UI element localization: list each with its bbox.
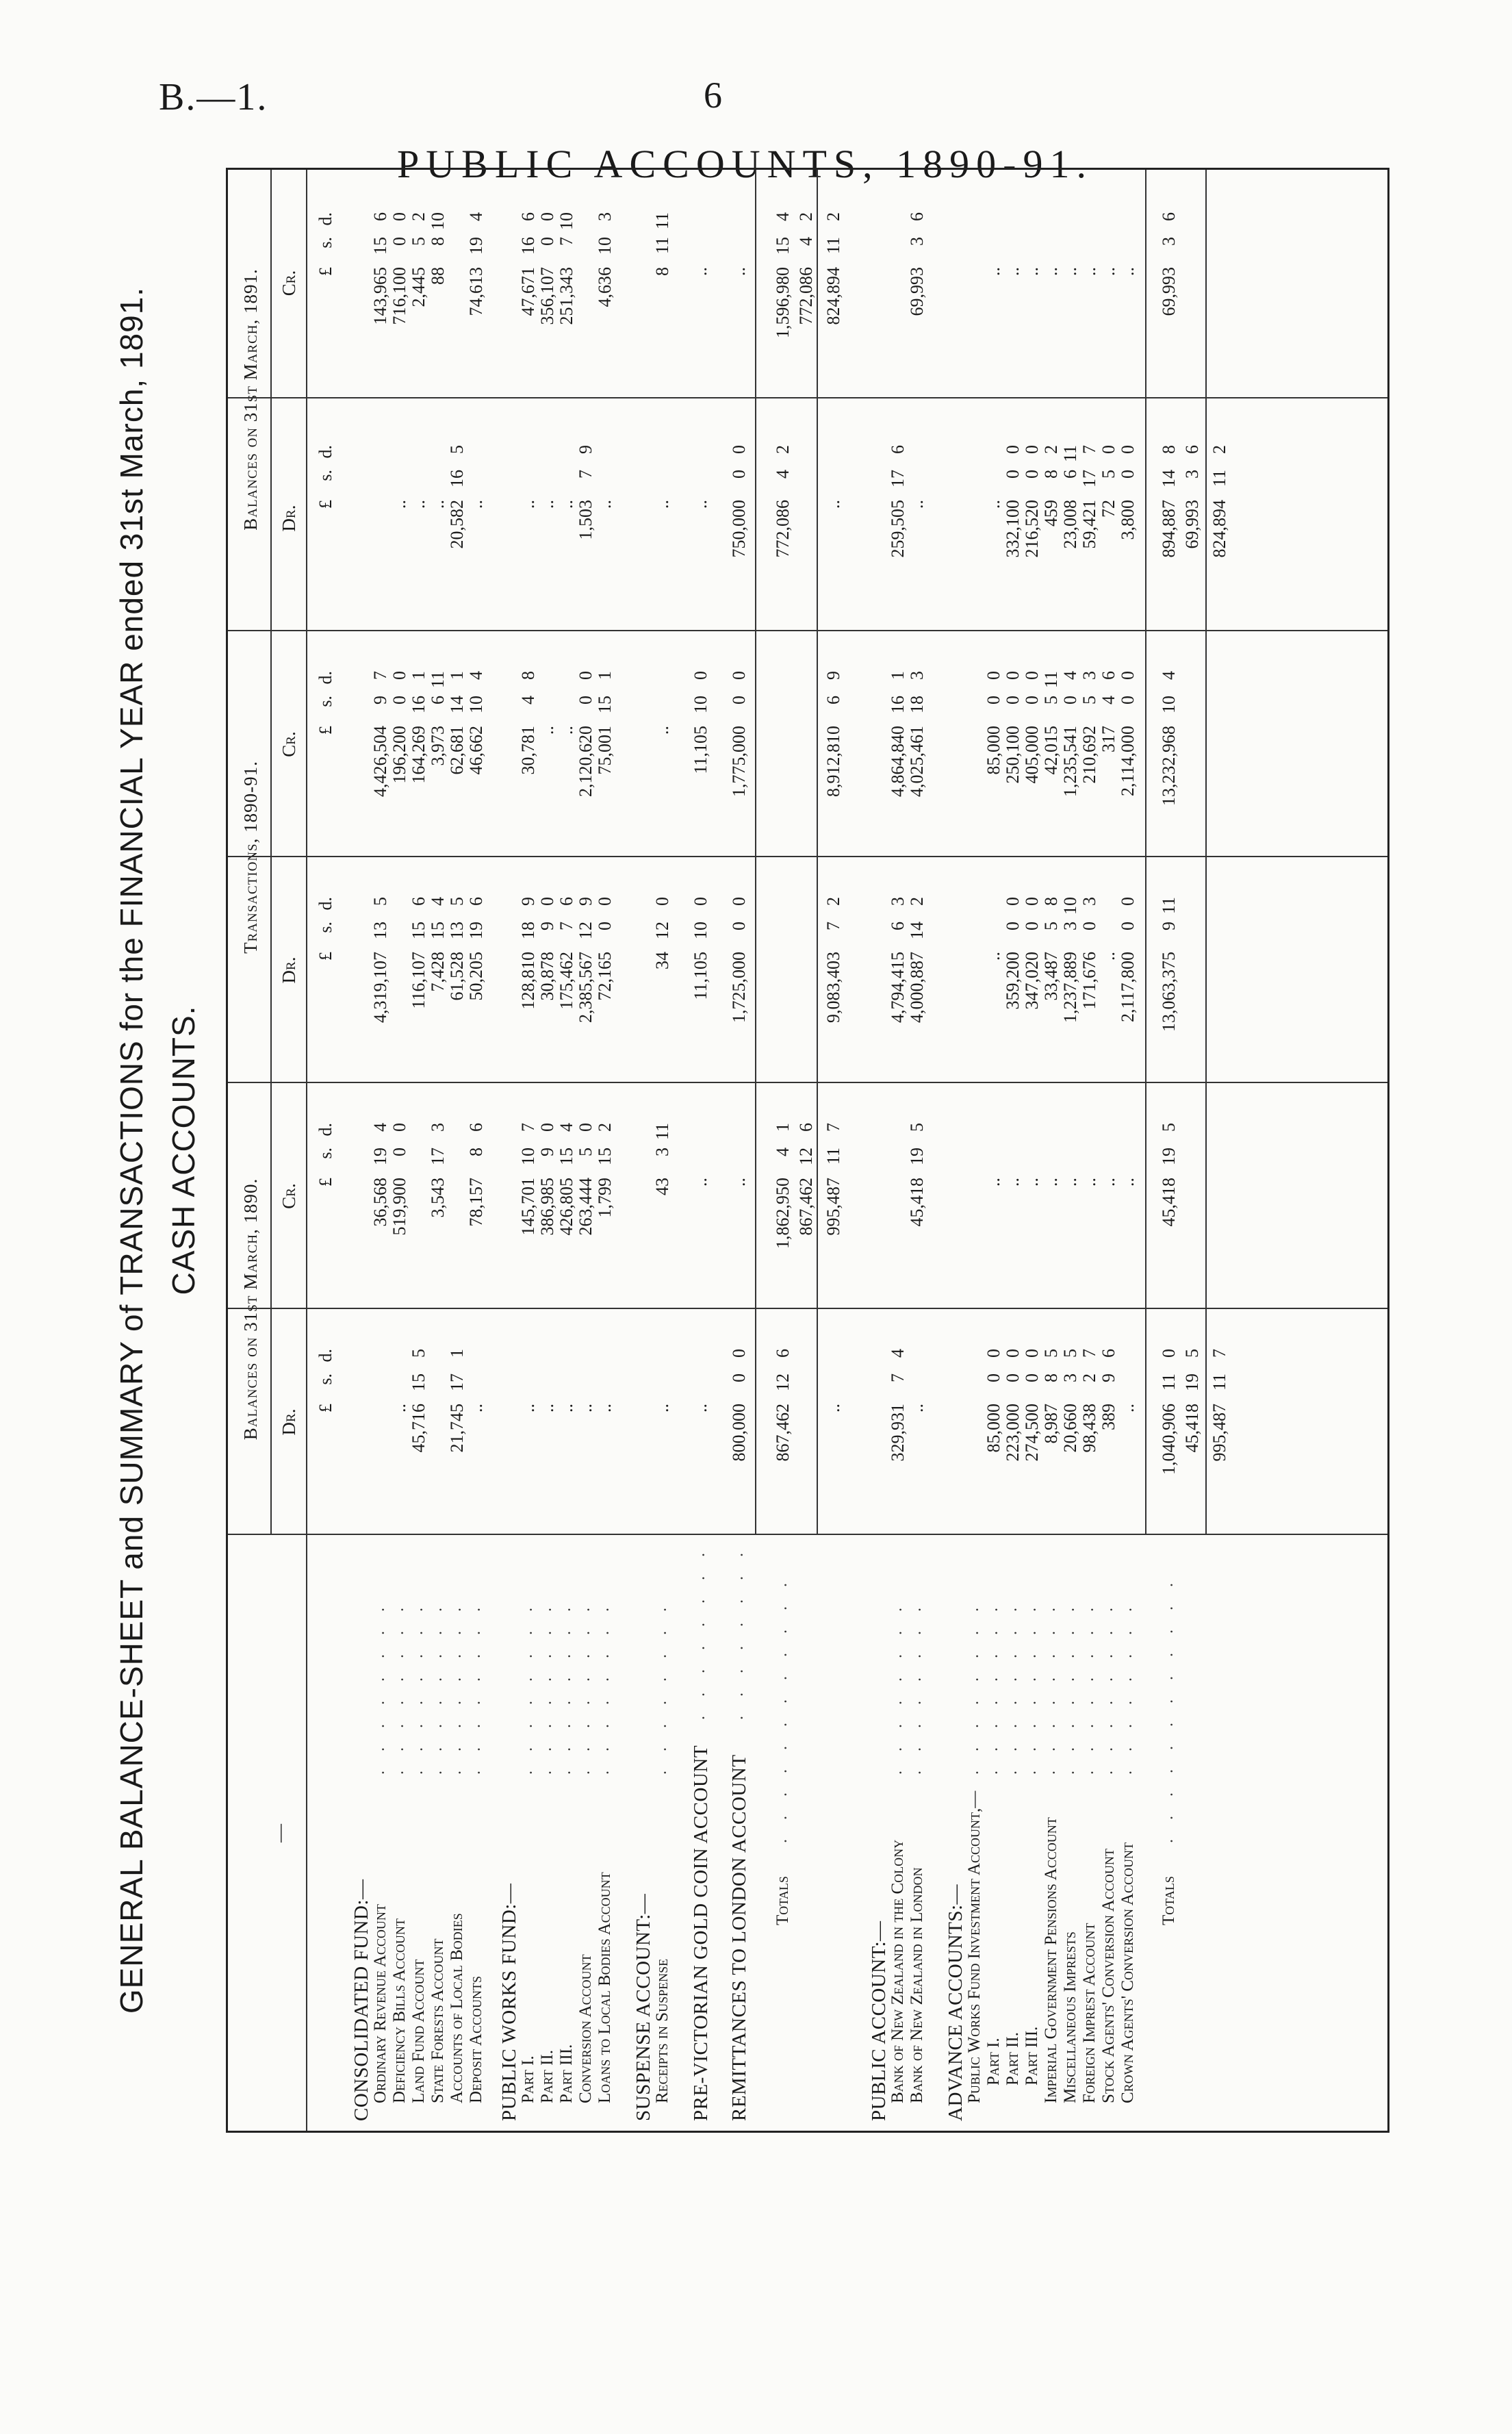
page-number: 6 [704,75,722,116]
amount-cell: 750,00000 [729,445,749,558]
amount-cell: 347,02000 [1022,897,1042,1010]
amount-cell: 9,083,40372 [823,897,843,1023]
currency-units: £s.d. [316,212,335,276]
leader-dots: ........ [576,1588,593,1775]
document-code: B.—1. [159,76,268,118]
account-label: Part I. [519,2055,537,2103]
leader-dots: ........ [907,1588,925,1775]
amount-cell: 45982 [1041,445,1061,527]
leader-dots: ........ [984,1588,1001,1775]
account-label: Part III. [1023,2026,1041,2086]
amount-cell: 4,319,107135 [370,897,390,1023]
amount-cell: .. [1118,267,1138,276]
leader-dots: ........ [1022,1588,1040,1775]
amount-cell: .. [984,1178,1003,1187]
amount-cell: .. [389,1404,409,1412]
account-label: Part I. [984,2038,1003,2086]
amount-cell: 81111 [652,212,672,276]
leader-dots: ........ [1041,1588,1059,1775]
amount-cell: 7,428154 [428,897,448,992]
amount-cell: 43311 [652,1123,672,1195]
account-label: Land Fund Account [409,1959,428,2103]
amount-cell: .. [1022,1178,1042,1187]
amount-cell: 46,662104 [466,671,486,775]
amount-cell: 867,462126 [796,1123,816,1236]
amount-cell: .. [1022,267,1042,276]
amount-cell: 34120 [652,897,672,969]
amount-cell: .. [823,500,843,509]
amount-cell: 98,43827 [1079,1349,1099,1453]
amount-cell: .. [595,500,615,509]
account-label: Part II. [1003,2032,1022,2086]
amount-cell: 210,69253 [1079,671,1099,784]
amount-cell: 2,117,80000 [1118,897,1138,1023]
account-label: Bank of New Zealand in London [908,1867,926,2103]
amount-cell: .. [729,267,749,276]
amount-cell: 128,810189 [518,897,538,1010]
account-label: Foreign Imprest Account [1080,1923,1099,2103]
leader-dots: ........ [428,1588,446,1775]
amount-cell: 4,636103 [595,212,615,307]
amount-cell: 772,08642 [796,212,816,325]
amount-cell: 11,105100 [691,671,710,774]
amount-cell: 263,44450 [576,1123,595,1236]
amount-cell: 13,063,375911 [1159,897,1179,1032]
amount-cell: 69,99336 [1159,212,1179,316]
amount-cell: .. [729,1178,749,1187]
section-heading: ADVANCE ACCOUNTS:— [945,1884,966,2121]
dr-heading: Dr. [279,505,299,532]
leader-dots: ........ [888,1588,906,1775]
amount-cell: 8,912,81069 [823,671,843,797]
amount-cell: 85,00000 [984,1349,1003,1453]
account-label: Crown Agents' Conversion Account [1118,1842,1137,2103]
amount-cell: 995,487117 [823,1123,843,1236]
account-label: Deficiency Bills Account [390,1918,409,2103]
account-label: Conversion Account [576,1954,595,2103]
leader-dots: ........ [556,1588,574,1775]
amount-cell: 145,701107 [518,1123,538,1236]
amount-cell: 1,235,54104 [1060,671,1080,797]
account-label: Miscellaneous Imprests [1061,1931,1079,2103]
amount-cell: 1,596,980154 [773,212,793,338]
amount-cell: 20,582165 [447,445,467,549]
amount-cell: .. [576,1404,595,1412]
cr-heading: Cr. [279,1183,299,1209]
amount-cell: 36,568194 [370,1123,390,1227]
leader-dots: ........ [409,1588,426,1775]
leader-dots: ........ [1099,1588,1116,1775]
amount-cell: .. [652,1404,672,1412]
amount-cell: .. [907,1404,927,1412]
amount-cell: .. [556,500,576,509]
amount-cell: 143,965156 [370,212,390,325]
amount-cell: 4,864,840161 [888,671,908,797]
amount-cell: 30,78148 [518,671,538,775]
leader-dots: ........ [537,1588,555,1775]
amount-cell: .. [984,500,1003,509]
account-label: Part II. [538,2050,556,2103]
currency-units: £s.d. [316,445,335,509]
amount-cell: 78,15786 [466,1123,486,1227]
account-label: Deposit Accounts [467,1976,485,2103]
leader-dots: ........ [691,1534,708,1720]
balance-sheet [113,168,1413,2133]
amount-cell: .. [691,1404,710,1412]
leader-dots: ........ [518,1588,536,1775]
amount-cell: 1,799152 [595,1123,615,1218]
amount-cell: 800,00000 [729,1349,749,1462]
amount-cell: 519,90000 [389,1123,409,1236]
amount-cell: 42,015511 [1041,671,1061,775]
amount-cell: 31746 [1099,671,1118,752]
amount-cell: .. [537,500,557,509]
amount-cell: 50,205196 [466,897,486,1001]
label-column-mark: — [269,1823,290,1842]
amount-cell: 4,025,461183 [907,671,927,797]
amount-cell: .. [1060,267,1080,276]
amount-cell: 69,99336 [907,212,927,316]
sheet-subtitle: CASH ACCOUNTS. [166,1005,201,1295]
leader-dots: ........ [389,1588,407,1775]
leader-dots: ........ [447,1588,465,1775]
amount-cell: .. [518,1404,538,1412]
amount-cell: 2,44552 [409,212,428,307]
col-balances-1890: Balances on 31st March, 1890. [240,1178,261,1441]
amount-cell: 356,10700 [537,212,557,325]
dr-heading: Dr. [279,956,299,984]
amount-cell: .. [428,500,448,509]
cr-heading: Cr. [279,270,299,296]
amount-cell: 2,385,567129 [576,897,595,1023]
amount-cell: .. [389,500,409,509]
amount-cell: 196,20000 [389,671,409,784]
amount-cell: 8,98785 [1041,1349,1061,1444]
amount-cell: 359,20000 [1003,897,1023,1010]
amount-cell: .. [556,1404,576,1412]
section-heading: REMITTANCES TO LONDON ACCOUNT [728,1754,750,2121]
amount-cell: .. [652,500,672,509]
amount-cell: 386,98590 [537,1123,557,1236]
amount-cell: 62,681141 [447,671,467,775]
amount-cell: 2,114,00000 [1118,671,1138,797]
amount-cell: 11,105100 [691,897,710,1000]
amount-cell: 45,716155 [409,1349,428,1453]
amount-cell: .. [652,726,672,735]
currency-units: £s.d. [316,1349,335,1412]
amount-cell: 74,613194 [466,212,486,316]
amount-cell: 85,00000 [984,671,1003,775]
amount-cell: 3,543173 [428,1123,448,1218]
section-heading: SUSPENSE ACCOUNT:— [632,1893,654,2121]
amount-cell: 21,745171 [447,1349,467,1453]
amount-cell: .. [1060,1178,1080,1187]
amount-cell: .. [1099,952,1118,961]
section-heading: PUBLIC WORKS FUND:— [498,1883,520,2121]
amount-cell: .. [1041,267,1061,276]
amount-cell: .. [1099,267,1118,276]
leader-dots: ........ [1003,1588,1021,1775]
col-balances-1891: Balances on 31st March, 1891. [240,268,261,531]
amount-cell: 171,67603 [1079,897,1099,1010]
account-label: Stock Agents' Conversion Account [1099,1849,1118,2103]
amount-cell: 59,421177 [1079,445,1099,549]
account-label: Loans to Local Bodies Account [595,1872,614,2103]
amount-cell: 20,66035 [1060,1349,1080,1453]
leader-dots: ........ [1118,1588,1136,1775]
dr-heading: Dr. [279,1408,299,1436]
amount-cell: 1,237,889310 [1060,897,1080,1023]
amount-cell: 75,001151 [595,671,615,775]
amount-cell: .. [984,267,1003,276]
amount-cell: 1,50379 [576,445,595,540]
amount-cell: 251,343710 [556,212,576,325]
amount-cell: 30,87890 [537,897,557,1001]
amount-cell: .. [537,1404,557,1412]
amount-cell: 824,894112 [1209,445,1229,558]
amount-cell: .. [1003,267,1023,276]
amount-cell: 223,00000 [1003,1349,1023,1462]
account-label: Receipts in Suspense [653,1958,671,2103]
amount-cell: .. [409,500,428,509]
amount-cell: 1,862,95041 [773,1123,793,1249]
amount-cell: 405,00000 [1022,671,1042,784]
amount-cell: 175,46276 [556,897,576,1010]
amount-cell: 69,99336 [1182,445,1202,549]
totals-label: Totals [773,1876,792,1925]
amount-cell: .. [518,500,538,509]
amount-cell: .. [907,500,927,509]
amount-cell: 4,794,41563 [888,897,908,1023]
amount-cell: 3,80000 [1118,445,1138,540]
totals-label: Totals [1159,1876,1178,1925]
amount-cell: .. [1079,267,1099,276]
amount-cell: 216,52000 [1022,445,1042,558]
section-heading: PRE-VICTORIAN GOLD COIN ACCOUNT [690,1745,712,2121]
currency-units: £s.d. [316,897,335,961]
amount-cell: 7250 [1099,445,1118,518]
sheet-title: GENERAL BALANCE-SHEET and SUMMARY of TRANSACTIONS for the FINANCIAL YEAR ended 31st March, 1891. [114,286,149,2014]
amount-cell: .. [691,267,710,276]
amount-cell: .. [466,500,486,509]
amount-cell: .. [1118,1404,1138,1412]
amount-cell: .. [1041,1178,1061,1187]
account-label: State Forests Account [428,1938,447,2103]
amount-cell: .. [1099,1178,1118,1187]
account-label: Bank of New Zealand in the Colony [888,1839,907,2103]
amount-cell: 47,671166 [518,212,538,316]
amount-cell: 13,232,968104 [1159,671,1179,806]
amount-cell: .. [595,1404,615,1412]
leader-dots: ........ [466,1588,484,1775]
leader-dots: ........ [964,1588,982,1775]
leader-dots: ............ [1159,1564,1177,1843]
amount-cell: 1,775,00000 [729,671,749,797]
amount-cell: 38996 [1099,1349,1118,1430]
amount-cell: 164,269161 [409,671,428,784]
amount-cell: 61,528135 [447,897,467,1001]
amount-cell: .. [1079,1178,1099,1187]
section-heading: CONSOLIDATED FUND:— [350,1879,372,2121]
amount-cell: 45,418195 [1182,1349,1202,1453]
amount-cell: 995,487117 [1209,1349,1229,1462]
leader-dots: ........ [595,1588,613,1775]
amount-cell: 250,10000 [1003,671,1023,784]
amount-cell: 716,10000 [389,212,409,325]
amount-cell: 274,50000 [1022,1349,1042,1462]
account-label: Part III. [557,2044,576,2103]
amount-cell: 426,805154 [556,1123,576,1236]
amount-cell: 4,426,50497 [370,671,390,797]
amount-cell: 332,10000 [1003,445,1023,558]
amount-cell: 867,462126 [773,1349,793,1462]
amount-cell: .. [984,952,1003,961]
currency-units: £s.d. [316,1123,335,1187]
leader-dots: ........ [729,1534,747,1720]
amount-cell: 1,725,00000 [729,897,749,1023]
amount-cell: 894,887148 [1159,445,1179,558]
account-label: Ordinary Revenue Account [371,1904,389,2103]
account-label: Accounts of Local Bodies [448,1913,466,2103]
account-label: Public Works Fund Investment Account,— [965,1790,984,2103]
amount-cell: .. [1118,1178,1138,1187]
amount-cell: 45,418195 [907,1123,927,1227]
amount-cell: 259,505176 [888,445,908,558]
amount-cell: .. [466,1404,486,1412]
leader-dots: ............ [773,1564,791,1843]
amount-cell: 329,93174 [888,1349,908,1462]
amount-cell: .. [537,726,557,735]
col-transactions: Transactions, 1890-91. [240,761,261,954]
cash-accounts-table [226,168,1389,2133]
leader-dots: ........ [1060,1588,1078,1775]
leader-dots: ........ [370,1588,388,1775]
amount-cell: .. [691,500,710,509]
amount-cell: .. [556,726,576,735]
amount-cell: .. [691,1178,710,1187]
amount-cell: 88810 [428,212,448,285]
amount-cell: 824,894112 [823,212,843,325]
amount-cell: 4,000,887142 [907,897,927,1023]
currency-units: £s.d. [316,671,335,735]
amount-cell: 2,120,62000 [576,671,595,797]
section-heading: PUBLIC ACCOUNT:— [868,1920,890,2121]
amount-cell: 772,08642 [773,445,793,558]
amount-cell: 33,48758 [1041,897,1061,1001]
leader-dots: ........ [1079,1588,1097,1775]
amount-cell: 23,008611 [1060,445,1080,549]
amount-cell: .. [823,1404,843,1412]
account-label: Imperial Government Pensions Account [1042,1817,1060,2103]
amount-cell: 116,107156 [409,897,428,1009]
amount-cell: 45,418195 [1159,1123,1179,1227]
cr-heading: Cr. [279,731,299,757]
page-title: PUBLIC ACCOUNTS, 1890-91. [397,142,1093,186]
amount-cell: 1,040,906110 [1159,1349,1179,1475]
amount-cell: .. [1003,1178,1023,1187]
amount-cell: 72,16500 [595,897,615,1001]
amount-cell: 3,973611 [428,671,448,766]
leader-dots: ........ [652,1588,670,1775]
